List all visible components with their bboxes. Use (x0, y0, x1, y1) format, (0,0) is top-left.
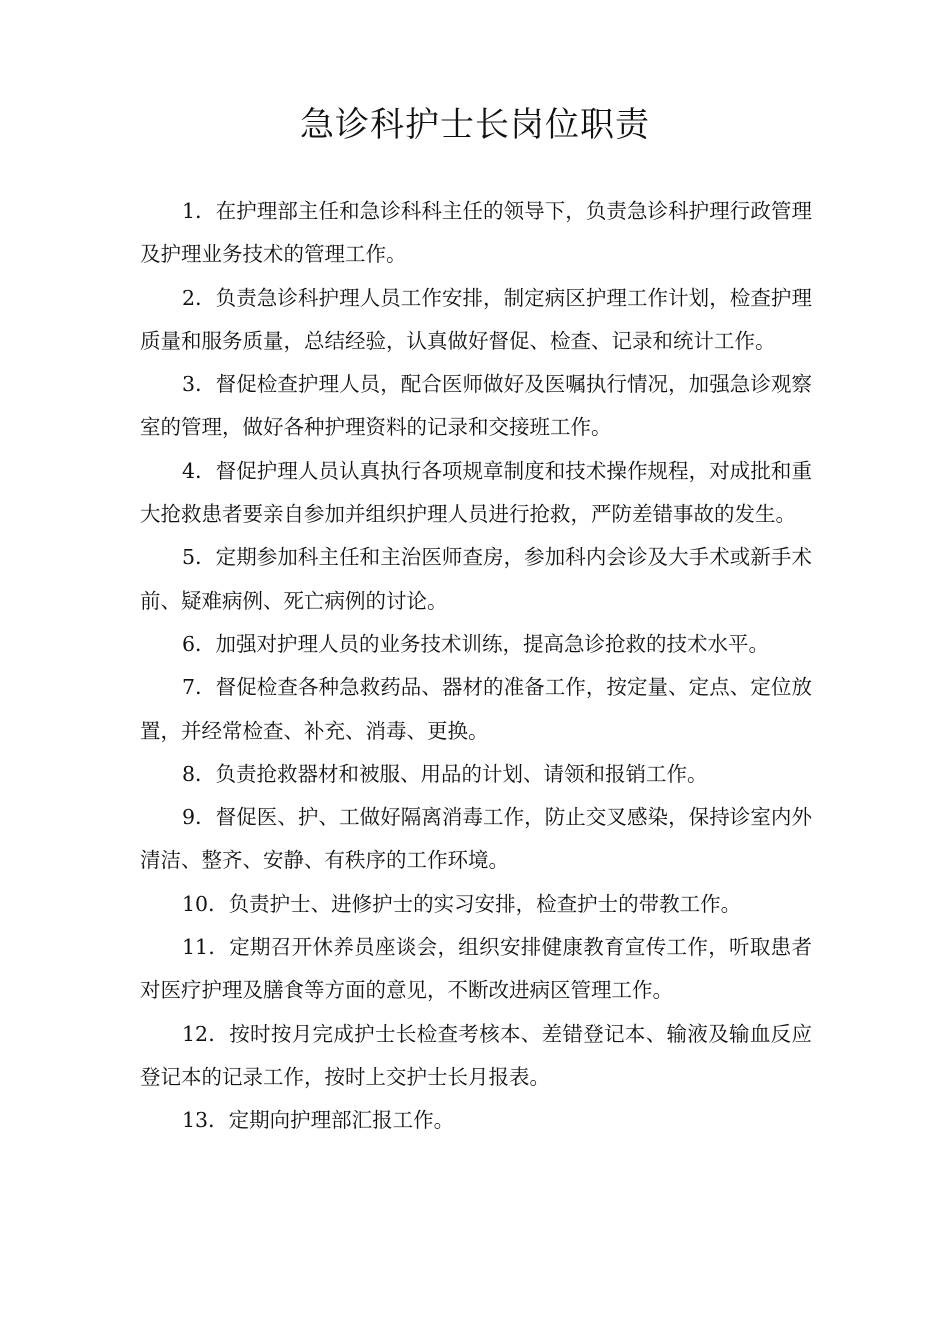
document-title: 急诊科护士长岗位职责 (300, 105, 650, 145)
duty-item-5: 5．定期参加科主任和主治医师查房，参加科内会诊及大手术或新手术前、疑难病例、死亡病例的讨论。 (140, 545, 812, 613)
document-body (140, 190, 812, 1143)
duty-item-11: 11．定期召开休养员座谈会，组织安排健康教育宣传工作，听取患者对医疗护理及膳食等方面的意见，不断改进病区管理工作。 (140, 935, 812, 1003)
duty-item-6: 6．加强对护理人员的业务技术训练，提高急诊抢救的技术水平。 (182, 631, 770, 656)
duty-item-13: 13．定期向护理部汇报工作。 (182, 1108, 455, 1133)
duty-item-9: 9．督促医、护、工做好隔离消毒工作，防止交叉感染，保持诊室内外清洁、整齐、安静、有秩序的工作环境。 (140, 805, 812, 873)
duty-item-3: 3．督促检查护理人员，配合医师做好及医嘱执行情况，加强急诊观察室的管理，做好各种护理资料的记录和交接班工作。 (140, 372, 812, 440)
duty-item-2: 2．负责急诊科护理人员工作安排，制定病区护理工作计划，检查护理质量和服务质量，总结经验，认真做好督促、检查、记录和统计工作。 (140, 285, 812, 353)
duty-item-12: 12．按时按月完成护士长检查考核本、差错登记本、输液及输血反应登记本的记录工作，按时上交护士长月报表。 (140, 1021, 812, 1089)
duty-item-1: 1．在护理部主任和急诊科科主任的领导下，负责急诊科护理行政管理及护理业务技术的管理工作。 (140, 199, 812, 267)
duty-item-10: 10．负责护士、进修护士的实习安排，检查护士的带教工作。 (182, 891, 742, 916)
duty-item-4: 4．督促护理人员认真执行各项规章制度和技术操作规程，对成批和重大抢救患者要亲自参加并组织护理人员进行抢救，严防差错事故的发生。 (140, 458, 812, 527)
duty-item-7: 7．督促检查各种急救药品、器材的准备工作，按定量、定点、定位放置，并经常检查、补充、消毒、更换。 (140, 675, 812, 743)
duty-item-8: 8．负责抢救器材和被服、用品的计划、请领和报销工作。 (182, 761, 708, 786)
